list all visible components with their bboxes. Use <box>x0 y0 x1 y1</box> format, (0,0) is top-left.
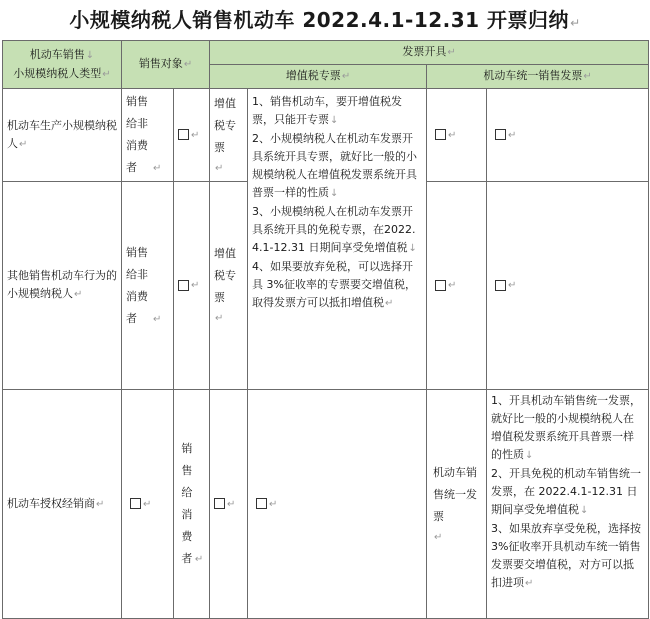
row2-mv-checkbox-b: ↵ <box>487 182 649 390</box>
checkbox-icon <box>178 129 189 140</box>
header-taxpayer-type: 机动车销售↓ 小规模纳税人类型↵ <box>3 41 122 89</box>
row3-taxpayer-type: 机动车授权经销商↵ <box>3 390 122 619</box>
row2-checkbox-cell: ↵ <box>174 182 210 390</box>
checkbox-icon <box>495 280 506 291</box>
checkbox-icon <box>495 129 506 140</box>
mv-note-3: 3、如果放弃享受免税，选择按 3%征收率开具机动车统一销售发票要交增值税，对方可以抵扣进项↵ <box>491 522 642 589</box>
row1-mv-checkbox-b: ↵ <box>487 89 649 182</box>
header-invoice-issuing: 发票开具↵ <box>210 41 649 65</box>
vat-note-1: 1、销售机动车，要开增值税发票，只能开专票↓ <box>252 95 403 126</box>
checkbox-icon <box>435 129 446 140</box>
row3-sales-target: 销售给消费者 ↵ <box>174 390 210 619</box>
mv-note-2: 2、开具免税的机动车销售统一发票，在 2022.4.1-12.31 日期间享受免增值税↓ <box>491 467 642 516</box>
header-taxpayer-type-line2: 小规模纳税人类型 <box>13 66 102 80</box>
row1-checkbox-cell: ↵ <box>174 89 210 182</box>
header-motor-vehicle-invoice: 机动车统一销售发票↵ <box>427 65 649 89</box>
header-sales-target: 销售对象↵ <box>122 41 210 89</box>
return-mark-icon: ↵ <box>570 16 581 30</box>
header-vat-special-invoice: 增值税专票↵ <box>210 65 427 89</box>
row3-vat-checkbox: ↵ <box>248 390 427 619</box>
row3-checkbox-cell-b: ↵ <box>210 390 248 619</box>
vat-note-4: 4、如果要放弃免税，可以选择开具 3%征收率的专票要交增值税，取得发票方可以抵扣增值税↵ <box>252 260 416 309</box>
row1-mv-checkbox-a: ↵ <box>427 89 487 182</box>
checkbox-icon <box>178 280 189 291</box>
row3-invoice-type: 机动车销售统一发票↵ <box>427 390 487 619</box>
checkbox-icon <box>256 498 267 509</box>
mv-notes <box>487 390 649 619</box>
document-title <box>0 0 650 40</box>
row2-invoice-type: 增值税专票↵ <box>210 182 248 390</box>
row2-taxpayer-type: 其他销售机动车行为的小规模纳税人↵ <box>3 182 122 390</box>
checkbox-icon <box>130 498 141 509</box>
title-text: 小规模纳税人销售机动车 2022.4.1-12.31 开票归纳 <box>69 8 570 32</box>
mv-note-1: 1、开具机动车销售统一发票，就好比一般的小规模纳税人在增值税发票系统开具普票一样的性质↓ <box>491 394 642 461</box>
vat-note-2: 2、小规模纳税人在机动车发票开具系统开具专票，就好比一般的小规模纳税人在增值税发票系统开具普票一样的性质↓ <box>252 132 418 199</box>
vat-notes <box>248 89 427 390</box>
row2-mv-checkbox-a: ↵ <box>427 182 487 390</box>
invoice-summary-table <box>2 40 649 619</box>
row3-checkbox-cell-a: ↵ <box>122 390 174 619</box>
row1-sales-target: 销售给非消费者 ↵ <box>122 89 174 182</box>
row1-invoice-type: 增值税专票↵ <box>210 89 248 182</box>
header-taxpayer-type-line1: 机动车销售 <box>29 47 85 61</box>
checkbox-icon <box>435 280 446 291</box>
checkbox-icon <box>214 498 225 509</box>
row1-taxpayer-type: 机动车生产小规模纳税人↵ <box>3 89 122 182</box>
row2-sales-target: 销售给非消费者 ↵ <box>122 182 174 390</box>
vat-note-3: 3、小规模纳税人在机动车发票开具系统开具的免税专票，在2022.4.1-12.31 日期间享受免增值税↓ <box>252 205 417 254</box>
